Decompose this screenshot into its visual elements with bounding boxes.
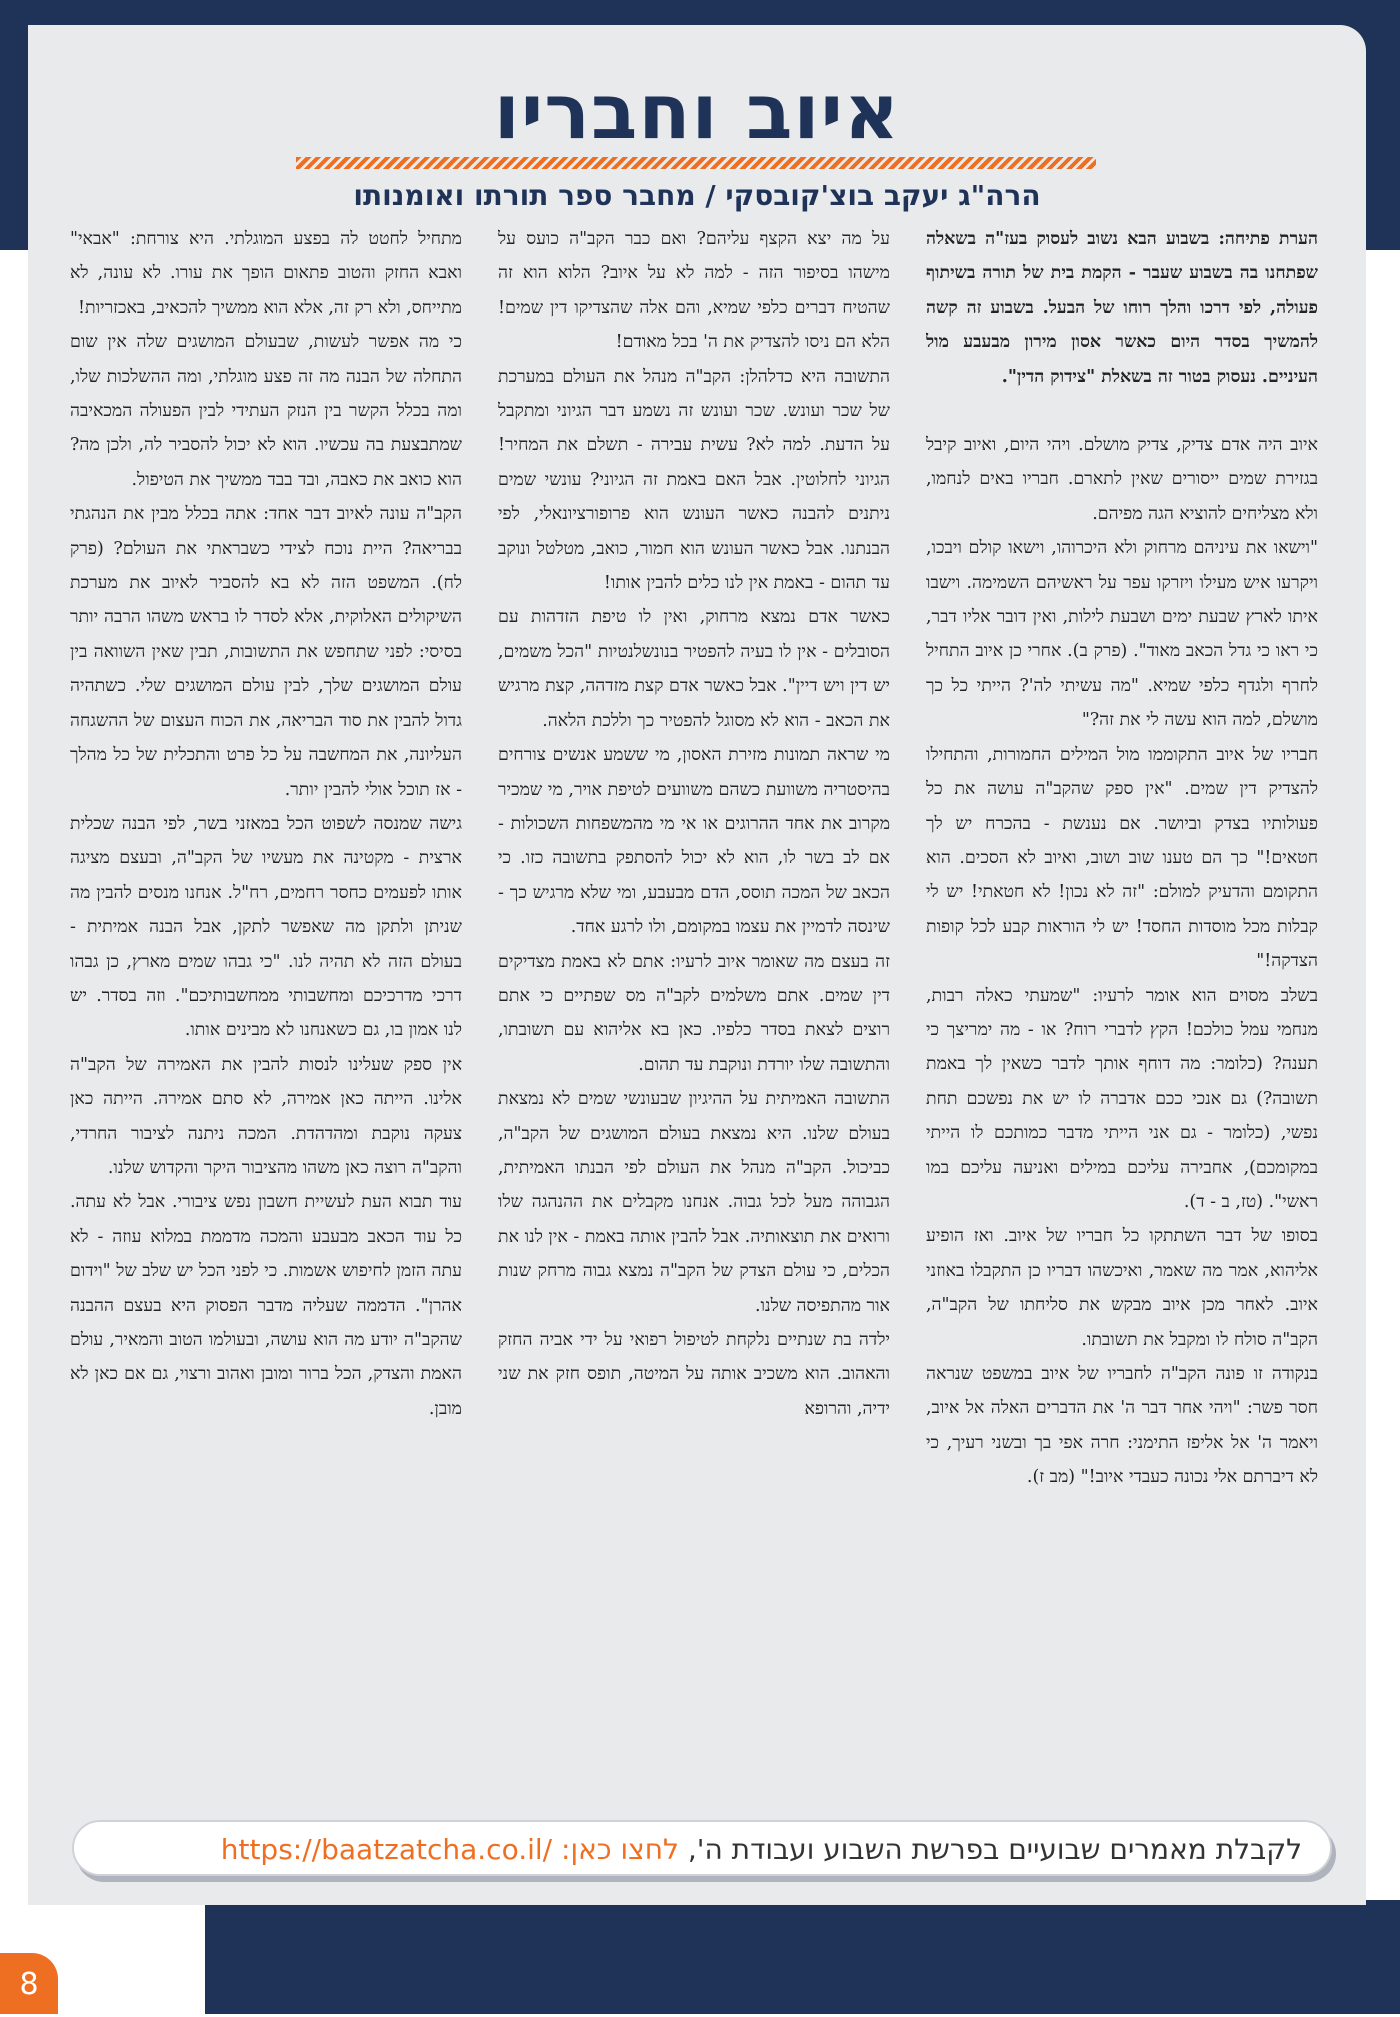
paragraph: איוב היה אדם צדיק, צדיק מושלם. ויהי היום, ואיוב קיבל בגזירת שמים ייסורים שאין לתארם. חבריו באים לנחמו, ולא מצליחים להוציא הגה מפיהם. xyxy=(926,435,1318,524)
page-number: 8 xyxy=(0,1953,58,2014)
banner-cta[interactable]: לחצו כאן: xyxy=(561,1833,679,1866)
banner-text: לקבלת מאמרים שבועיים בפרשת השבוע ועבודת ה', xyxy=(687,1833,1302,1866)
paragraph: בסופו של דבר השתתקו כל חבריו של איוב. ואז הופיע אליהוא, אמר מה שאמר, ואיכשהו דבריו כן התקבלו באוזני איוב. לאחר מכן איוב מבקש את סליחתו של הקב"ה, הקב"ה סולח לו ומקבל את תשובתו. xyxy=(926,1226,1318,1350)
paragraph: ילדה בת שנתיים נלקחת לטיפול רפואי על ידי אביה החזק והאהוב. הוא משכיב אותה על המיטה, תופס חזק את שני ידיה, והרופא xyxy=(498,1330,890,1419)
column-right-paragraphs xyxy=(926,428,1318,1495)
paragraph: הקב"ה עונה לאיוב דבר אחד: אתה בכלל מבין את הנהגתי בבריאה? היית נוכח לצידי כשבראתי את העולם? (פרק לח). המשפט הזה לא בא להסביר לאיוב את מערכת השיקולים האלוקית, אלא לסדר לו בראש משהו הרבה יותר בסיסי: לפני שתחפש את התשובות, תבין שאין השוואה בין עולם המושגים שלך, לבין עולם המושגים שלי. כשתהיה גדול להבין את סוד הבריאה, את הכוח העצום של ההשגחה העליונה, את המחשבה על כל פרט והתכלית של כל מהלך - אז תוכל אולי להבין יותר. xyxy=(70,504,462,800)
column-left-paragraphs xyxy=(70,222,462,1426)
paragraph: כאשר אדם נמצא מרחוק, ואין לו טיפת הזדהות עם הסובלים - אין לו בעיה להפטיר בנונשלנטיות "הכל משמים, יש דין ויש דיין". אבל כאשר אדם קצת מזדהה, קצת מרגיש את הכאב - הוא לא מסוגל להפטיר כך וללכת הלאה. xyxy=(498,607,890,731)
author-byline: הרה"ג יעקב בוצ'קובסקי / מחבר ספר תורתו ואומנותו xyxy=(353,179,1041,212)
column-middle xyxy=(498,222,890,1777)
paragraph: מתחיל לחטט לה בפצע המוגלתי. היא צורחת: "אבאי" ואבא החזק והטוב פתאום הופך את עורו. לא עונה, לא מתייחס, ולא רק זה, אלא הוא ממשיך להכאיב, באכזריות! xyxy=(70,229,462,318)
paragraph: זה בעצם מה שאומר איוב לרעיו: אתם לא באמת מצדיקים דין שמים. אתם משלמים לקב"ה מס שפתיים כי אתם רוצים לצאת בסדר כלפיו. כאן בא אליהוא עם תשובתו, והתשובה שלו יורדת ונוקבת עד תהום. xyxy=(498,951,890,1075)
paragraph: גישה שמנסה לשפוט הכל במאזני בשר, לפי הבנה שכלית ארצית - מקטינה את מעשיו של הקב"ה, ובעצם מציגה אותו לפעמים כחסר רחמים, רח"ל. אנחנו מנסים להבין מה שניתן ולתקן מה שאפשר לתקן, אבל הבנה אמיתית - בעולם הזה לא תהיה לנו. "כי גבהו שמים מארץ, כן גבהו דרכי מדרכיכם ומחשבותי ממחשבותיכם". וזה בסדר. יש לנו אמון בו, גם כשאנחנו לא מבינים אותו. xyxy=(70,813,462,1041)
title-underline-stripe xyxy=(296,157,1096,169)
paragraph: אין ספק שעלינו לנסות להבין את האמירה של הקב"ה אלינו. הייתה כאן אמירה, לא סתם אמירה. הייתה כאן צעקה נוקבת ומהדהדת. המכה ניתנה לציבור החרדי, והקב"ה רוצה כאן משהו מהציבור היקר והקדוש שלנו. xyxy=(70,1054,462,1178)
banner-link[interactable]: https://baatzatcha.co.il/ xyxy=(220,1833,553,1866)
paragraph: מי שראה תמונות מזירת האסון, מי ששמע אנשים צורחים בהיסטריה משוועת כשהם משוועים לטיפת אויר, מי שמכיר מקרוב את אחד ההרוגים או אי מי מהמשפחות השכולות - אם לב בשר לו, הוא לא יכול להסתפק בתשובה כזו. כי הכאב של המכה תוסס, הדם מבעבע, ומי שלא מרגיש כך - שינסה לדמיין את עצמו במקומם, ולו לרגע אחד. xyxy=(498,745,890,938)
paragraph: התשובה היא כדלהלן: הקב"ה מנהל את העולם במערכת של שכר ועונש. שכר ועונש זה נשמע דבר הגיוני ומתקבל על הדעת. למה לא? עשית עבירה - תשלם את המחיר! הגיוני לחלוטין. אבל האם באמת זה הגיוני? עונשי שמים ניתנים להבנה כאשר העונש הוא פרופורציונאלי, לפי הבנתנו. אבל כאשר העונש הוא חמור, כואב, מטלטל ונוקב עד תהום - באמת אין לנו כלים להבין אותו! xyxy=(498,366,890,594)
paragraph: "וישאו את עיניהם מרחוק ולא היכרוהו, וישאו קולם ויבכו, ויקרעו איש מעילו ויזרקו עפר על ראשיהם השמימה. וישבו איתו לארץ שבעת ימים ושבעת לילות, ואין דובר אליו דבר, כי ראו כי גדל הכאב מאוד". (פרק ב). אחרי כן איוב התחיל לחרף ולגדף כלפי שמיא. "מה עשיתי לה'? הייתי כל כך מושלם, למה הוא עשה לי את זה?" xyxy=(926,538,1318,731)
intro-note: הערת פתיחה: בשבוע הבא נשוב לעסוק בעז"ה בשאלה שפתחנו בה בשבוע שעבר - הקמת בית של תורה בשיתוף פעולה, לפי דרכו והלך רוחו של הבעל. בשבוע זה קשה להמשיך בסדר היום כאשר אסון מירון מבעבע מול העיניים. נעסוק בטור זה בשאלת "צידוק הדין". xyxy=(926,229,1318,387)
column-left xyxy=(70,222,462,1777)
column-middle-paragraphs xyxy=(498,222,890,1426)
paragraph: בנקודה זו פונה הקב"ה לחבריו של איוב במשפט שנראה חסר פשר: "ויהי אחר דבר ה' את הדברים האלה אל איוב, ויאמר ה' אל אליפז התימני: חרה אפי בך ובשני רעיך, כי לא דיברתם אלי נכונה כעבדי איוב!" (מב ז). xyxy=(926,1364,1318,1488)
paragraph: התשובה האמיתית על ההיגיון שבעונשי שמים לא נמצאת בעולם שלנו. היא נמצאת בעולם המושגים של הקב"ה, כביכול. הקב"ה מנהל את העולם לפי הבנתו האמיתית, הגבוהה מעל לכל גבוה. אנחנו מקבלים את ההנהגה שלו ורואים את תוצאותיה. אבל להבין אותה באמת - אין לנו את הכלים, כי עולם הצדק של הקב"ה נמצא גבוה מרחק שנות אור מהתפיסה שלנו. xyxy=(498,1089,890,1316)
paragraph: חבריו של איוב התקוממו מול המילים החמורות, והתחילו להצדיק דין שמים. "אין ספק שהקב"ה עושה את כל פעולותיו בצדק וביושר. אם נענשת - בהכרח יש לך חטאים!" כך הם טענו שוב ושוב, ואיוב לא הסכים. הוא התקומם והדעיק למולם: "זה לא נכון! לא חטאתי! יש לי קבלות מכל מוסדות החסד! יש לי הוראות קבע לכל קופות הצדקה!" xyxy=(926,744,1318,972)
column-right xyxy=(926,222,1318,1777)
paragraph: עוד תבוא העת לעשיית חשבון נפש ציבורי. אבל לא עתה. כל עוד הכאב מבעבע והמכה מדממת במלוא עוזה - לא עתה הזמן לחיפוש אשמות. כי לפני הכל יש שלב של "וידום אהרן". הדממה שעליה מדבר הפסוק היא בעצם ההבנה שהקב"ה יודע מה הוא עושה, ובעולמו הטוב והמאיר, עולם האמת והצדק, הכל ברור ומובן ואהוב ורצוי, גם אם כאן לא מובן. xyxy=(70,1192,462,1419)
paragraph: כי מה אפשר לעשות, שבעולם המושגים שלה אין שום התחלה של הבנה מה זה פצע מוגלתי, ומה ההשלכות שלו, ומה בכלל הקשר בין הנזק העתידי לבין הפעולה המכאיבה שמתבצעת בה עכשיו. הוא לא יכול להסביר לה, ולכן מה? הוא כואב את כאבה, ובד בבד ממשיך את הטיפול. xyxy=(70,332,462,490)
paragraph: על מה יצא הקצף עליהם? ואם כבר הקב"ה כועס על מישהו בסיפור הזה - למה לא על איוב? הלוא הוא זה שהטיח דברים כלפי שמיא, והם אלה שהצדיקו דין שמים! הלא הם ניסו להצדיק את ה' בכל מאודם! xyxy=(498,229,890,353)
article-body xyxy=(70,222,1320,1777)
subscribe-banner[interactable] xyxy=(72,1820,1332,1876)
bottom-background-band xyxy=(205,1900,1400,2014)
article-title: איוב וחבריו xyxy=(493,67,901,156)
paragraph: בשלב מסוים הוא אומר לרעיו: "שמעתי כאלה רבות, מנחמי עמל כולכם! הקץ לדברי רוח? או - מה ימריצך כי תענה? (כלומר: מה דוחף אותך לדבר כשאין לך באמת תשובה?) גם אנכי ככם אדברה לו יש את נפשכם תחת נפשי, (כלומר - גם אני הייתי מדבר כמותכם לו הייתי במקומכם), אחבירה עליכם במילים ואניעה עליכם במו ראשי". (טז, ב - ד). xyxy=(926,985,1318,1212)
